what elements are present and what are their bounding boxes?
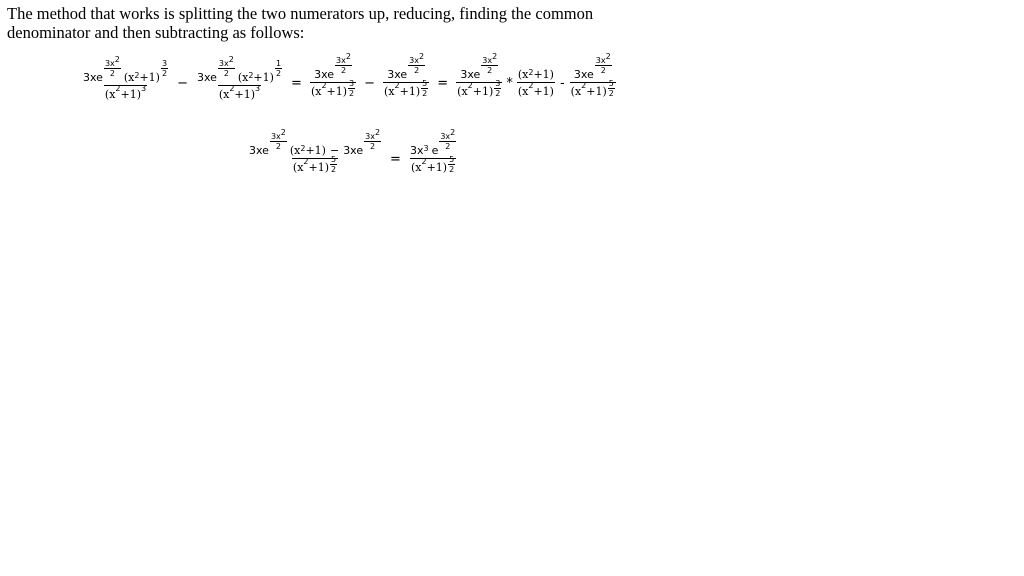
intro-line-2: denominator and then subtracting as follows: [7,23,305,42]
fraction-3: 3xe 3x2 2 (x 2 +1) 3 2 [310,62,356,104]
equation-line-1 [80,52,618,104]
equation-line-2 [246,128,459,180]
equals-sign: = [390,151,401,167]
fraction-4: 3xe 3x2 2 (x 2 +1) 5 2 [383,62,429,104]
fraction-2: 3xe 3x2 2 (x 2 +1) 1 2 (x 2 +1) 3 [196,55,282,101]
fraction-7: 3xe 3x2 2 (x 2 +1) 5 2 [570,62,616,104]
times-sign: * [506,75,513,91]
minus-sign: - [559,75,565,91]
minus-sign: − [177,75,188,91]
fraction-8: 3xe 3x2 2 (x 2 +1) − 3xe 3x2 2 (x 2 +1) 5 2 [248,138,382,180]
equals-sign: = [291,75,302,91]
fraction-1: 3xe 3x2 2 (x 2 +1) 3 2 (x 2 +1) 3 [83,55,168,101]
equals-sign: = [437,75,449,91]
minus-sign: − [364,75,376,91]
fraction-5: 3xe 3x2 2 (x 2 +1) 3 2 [456,62,502,104]
intro-line-1: The method that works is splitting the two numerators up, reducing, finding the common [7,4,594,23]
fraction-6: (x 2 +1) (x 2 +1) [517,68,554,98]
intro-text [7,4,707,42]
fraction-9: 3x 3 e 3x2 2 (x 2 +1) 5 2 [409,138,457,180]
